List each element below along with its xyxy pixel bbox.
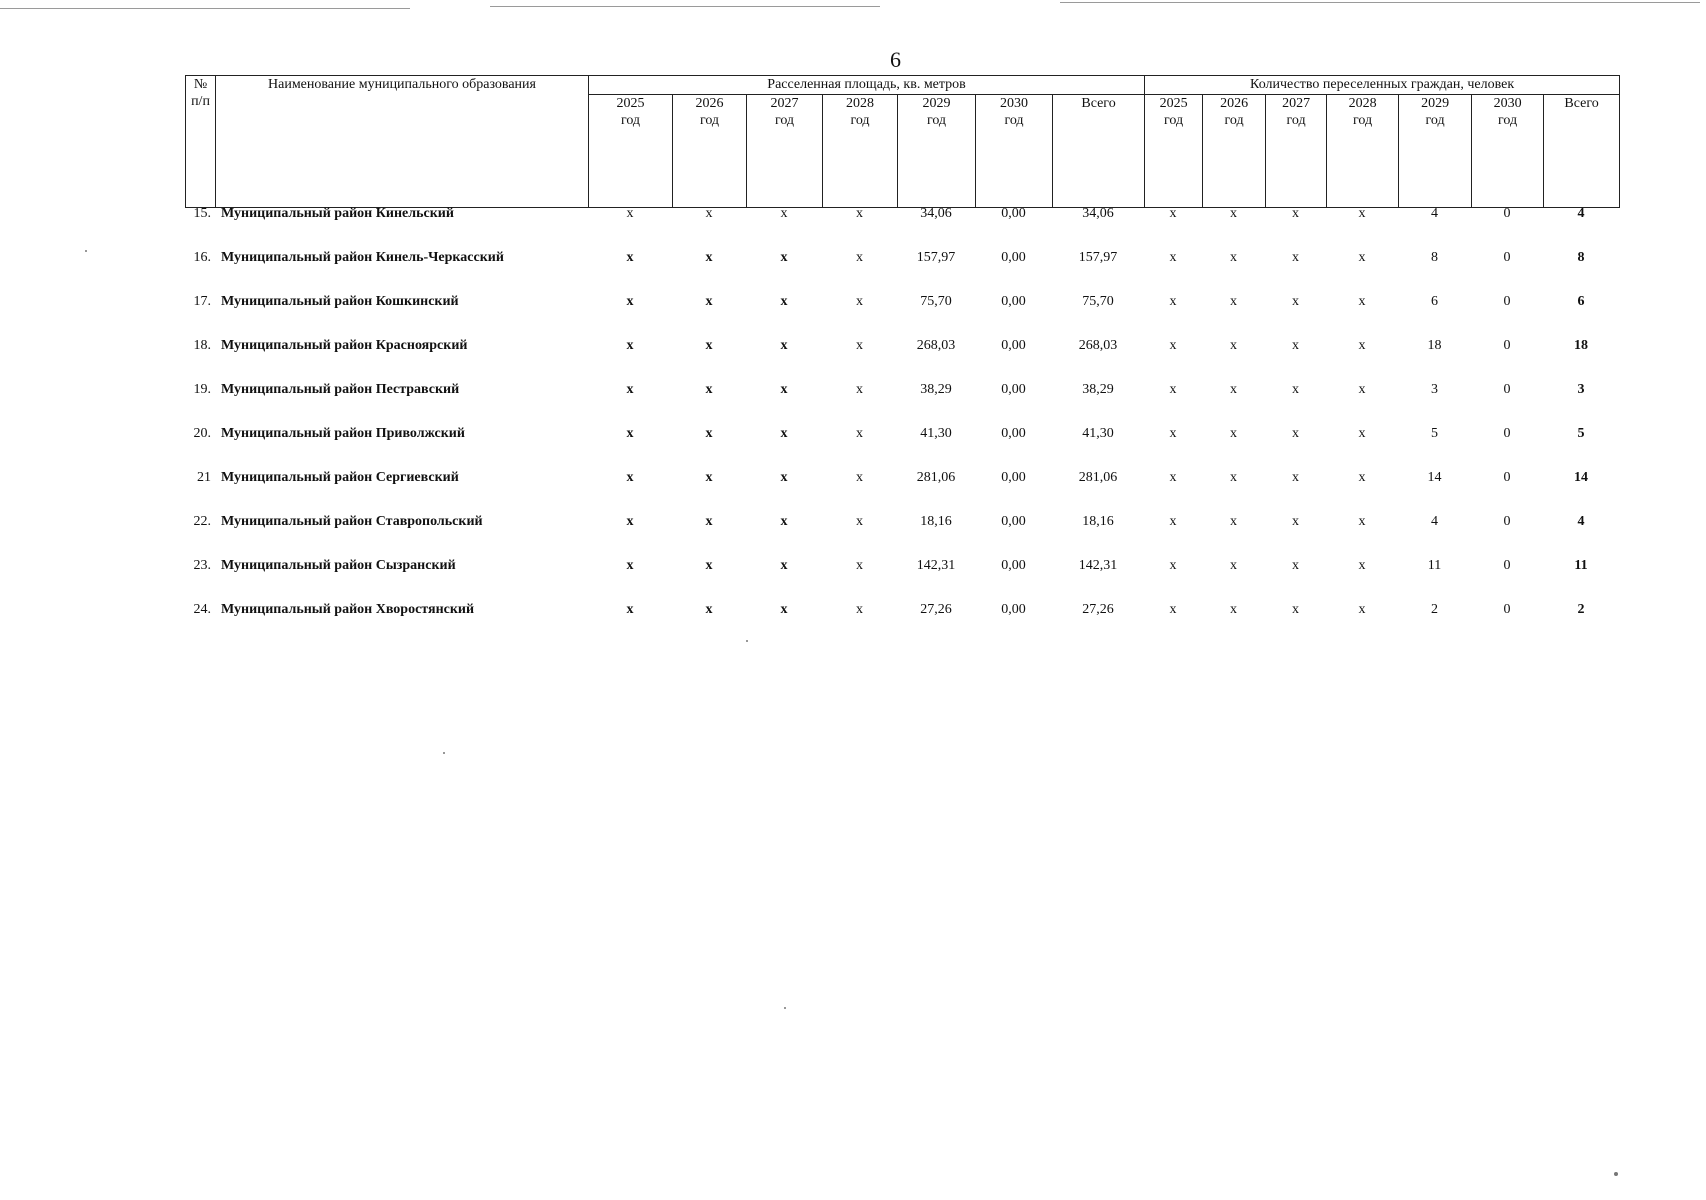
header-people-year: 2030 год: [1472, 95, 1544, 208]
area-cell-empty: x: [856, 250, 863, 265]
people-cell-empty: x: [1169, 602, 1177, 617]
area-cell-value: 268,03: [1078, 338, 1118, 353]
header-people-total: Всего: [1544, 95, 1620, 208]
header-area-total: Всего: [1053, 95, 1145, 208]
people-cell-value: 4: [1431, 514, 1438, 529]
people-cell-empty: x: [1230, 382, 1237, 397]
area-cell-value: 18,16: [920, 514, 952, 529]
people-cell-empty: x: [1230, 338, 1237, 353]
area-cell-value: 281,06: [1078, 470, 1118, 485]
people-cell-value: 6: [1577, 294, 1585, 309]
row-number: 21: [197, 470, 211, 485]
area-cell-value: 268,03: [916, 338, 956, 353]
area-cell-empty: x: [856, 558, 863, 573]
row-number: 16.: [193, 250, 211, 265]
area-cell-empty: x: [705, 426, 713, 441]
header-people-year: 2026 год: [1203, 95, 1266, 208]
area-cell-value: 0,00: [1001, 206, 1026, 221]
table-row: [185, 595, 1619, 639]
row-municipality-name: Муниципальный район Кинель-Черкасский: [221, 250, 504, 265]
area-cell-value: 38,29: [1082, 382, 1114, 397]
area-cell-empty: x: [780, 426, 788, 441]
area-cell-empty: x: [856, 338, 863, 353]
people-cell-empty: x: [1358, 294, 1366, 309]
people-cell-empty: x: [1292, 426, 1299, 441]
area-cell-empty: x: [780, 514, 788, 529]
people-cell-value: 0: [1503, 558, 1511, 573]
people-cell-value: 0: [1503, 602, 1511, 617]
area-cell-value: 0,00: [1001, 558, 1026, 573]
header-people-year: 2025 год: [1145, 95, 1203, 208]
row-municipality-name: Муниципальный район Приволжский: [221, 426, 465, 441]
area-cell-value: 142,31: [1078, 558, 1118, 573]
row-municipality-name: Муниципальный район Кинельский: [221, 206, 454, 221]
people-cell-empty: x: [1358, 558, 1366, 573]
people-cell-empty: x: [1169, 514, 1177, 529]
header-name-label: Наименование муниципального образования: [268, 77, 536, 92]
area-cell-empty: x: [626, 426, 634, 441]
area-cell-empty: x: [626, 250, 634, 265]
people-cell-value: 14: [1427, 470, 1442, 485]
people-cell-empty: x: [1292, 558, 1299, 573]
people-cell-value: 0: [1503, 338, 1511, 353]
table-row: [185, 199, 1619, 243]
people-cell-empty: x: [1358, 602, 1366, 617]
row-number: 20.: [193, 426, 211, 441]
area-cell-empty: x: [856, 426, 863, 441]
people-cell-value: 18: [1574, 338, 1588, 353]
people-cell-empty: x: [1292, 470, 1299, 485]
row-municipality-name: Муниципальный район Хворостянский: [221, 602, 475, 617]
row-municipality-name: Муниципальный район Сызранский: [221, 558, 456, 573]
data-table: [185, 199, 1619, 639]
row-municipality-name: Муниципальный район Ставропольский: [221, 514, 483, 529]
area-cell-empty: x: [626, 206, 634, 221]
people-cell-empty: x: [1230, 602, 1237, 617]
area-cell-value: 75,70: [920, 294, 952, 309]
header-people-year: 2027 год: [1266, 95, 1327, 208]
area-cell-empty: x: [856, 206, 863, 221]
scan-speck: [746, 640, 748, 642]
people-cell-value: 4: [1577, 514, 1585, 529]
page-number: 6: [890, 47, 901, 72]
people-cell-value: 3: [1431, 382, 1438, 397]
area-cell-value: 142,31: [916, 558, 956, 573]
area-cell-value: 157,97: [1078, 250, 1118, 265]
people-cell-value: 0: [1503, 206, 1511, 221]
people-cell-value: 18: [1427, 338, 1442, 353]
people-cell-empty: x: [1230, 426, 1237, 441]
scan-edge-line: [0, 8, 410, 9]
people-cell-empty: x: [1169, 338, 1177, 353]
scan-speck: [85, 250, 87, 252]
header-area-year: 2025 год: [589, 95, 673, 208]
area-cell-empty: x: [626, 470, 634, 485]
people-cell-empty: x: [1169, 250, 1177, 265]
area-cell-empty: x: [705, 206, 713, 221]
scan-speck: [443, 752, 445, 754]
area-cell-empty: x: [626, 558, 634, 573]
area-cell-value: 27,26: [1082, 602, 1114, 617]
header-area-title: Расселенная площадь, кв. метров: [589, 76, 1145, 95]
people-cell-value: 14: [1574, 470, 1588, 485]
people-cell-empty: x: [1169, 294, 1177, 309]
area-cell-empty: x: [780, 338, 788, 353]
people-cell-empty: x: [1358, 206, 1366, 221]
area-cell-value: 75,70: [1082, 294, 1114, 309]
header-name-cell: [216, 76, 589, 208]
people-cell-empty: x: [1230, 206, 1237, 221]
area-cell-empty: x: [856, 294, 863, 309]
area-cell-value: 0,00: [1001, 426, 1026, 441]
people-cell-empty: x: [1230, 250, 1237, 265]
people-cell-empty: x: [1292, 338, 1299, 353]
people-cell-empty: x: [1292, 514, 1299, 529]
area-cell-empty: x: [705, 382, 713, 397]
people-cell-value: 11: [1574, 558, 1588, 573]
area-cell-empty: x: [705, 338, 713, 353]
people-cell-value: 6: [1431, 294, 1438, 309]
area-cell-value: 157,97: [916, 250, 956, 265]
people-cell-empty: x: [1169, 470, 1177, 485]
header-people-year: 2028 год: [1327, 95, 1399, 208]
area-cell-empty: x: [780, 206, 788, 221]
people-cell-empty: x: [1169, 206, 1177, 221]
row-municipality-name: Муниципальный район Красноярский: [221, 338, 468, 353]
area-cell-empty: x: [780, 250, 788, 265]
area-cell-empty: x: [780, 470, 788, 485]
area-cell-value: 281,06: [916, 470, 956, 485]
area-cell-empty: x: [780, 602, 788, 617]
people-cell-empty: x: [1169, 382, 1177, 397]
people-cell-empty: x: [1169, 558, 1177, 573]
table-row: [185, 287, 1619, 331]
header-area-year: 2026 год: [673, 95, 747, 208]
people-cell-empty: x: [1230, 558, 1237, 573]
people-cell-empty: x: [1169, 426, 1177, 441]
area-cell-empty: x: [856, 602, 863, 617]
people-cell-value: 4: [1431, 206, 1438, 221]
people-cell-value: 0: [1503, 294, 1511, 309]
area-cell-value: 0,00: [1001, 470, 1026, 485]
table-header: [185, 75, 1620, 208]
header-people-title: Количество переселенных граждан, человек: [1145, 76, 1620, 95]
area-cell-value: 41,30: [920, 426, 952, 441]
area-cell-value: 27,26: [920, 602, 952, 617]
table-row: [185, 375, 1619, 419]
row-municipality-name: Муниципальный район Сергиевский: [221, 470, 459, 485]
people-cell-empty: x: [1358, 426, 1366, 441]
area-cell-value: 0,00: [1001, 250, 1026, 265]
area-cell-value: 0,00: [1001, 382, 1026, 397]
area-cell-empty: x: [705, 602, 713, 617]
row-number: 17.: [193, 294, 211, 309]
table-row: [185, 331, 1619, 375]
area-cell-empty: x: [705, 514, 713, 529]
people-cell-value: 0: [1503, 382, 1511, 397]
people-cell-empty: x: [1292, 602, 1299, 617]
people-cell-value: 3: [1577, 382, 1585, 397]
header-people-year: 2029 год: [1399, 95, 1472, 208]
row-number: 23.: [193, 558, 211, 573]
scan-edge-line: [490, 6, 880, 7]
header-area-year: 2027 год: [747, 95, 823, 208]
people-cell-value: 8: [1431, 250, 1438, 265]
area-cell-value: 0,00: [1001, 294, 1026, 309]
header-number-label: №: [193, 77, 208, 92]
area-cell-empty: x: [626, 338, 634, 353]
area-cell-empty: x: [780, 294, 788, 309]
people-cell-value: 8: [1577, 250, 1585, 265]
table-body: [185, 199, 1619, 639]
row-municipality-name: Муниципальный район Пестравский: [221, 382, 460, 397]
header-number-cell: [186, 76, 216, 208]
area-cell-empty: x: [705, 470, 713, 485]
area-cell-value: 34,06: [920, 206, 952, 221]
scan-edge-line: [1060, 2, 1700, 3]
people-cell-value: 0: [1503, 470, 1511, 485]
people-cell-empty: x: [1358, 250, 1366, 265]
people-cell-value: 5: [1431, 426, 1438, 441]
people-cell-empty: x: [1230, 470, 1237, 485]
people-cell-value: 5: [1577, 426, 1585, 441]
row-number: 22.: [193, 514, 211, 529]
area-cell-empty: x: [780, 558, 788, 573]
people-cell-empty: x: [1292, 206, 1299, 221]
people-cell-value: 2: [1431, 602, 1438, 617]
area-cell-value: 0,00: [1001, 514, 1026, 529]
row-number: 18.: [193, 338, 211, 353]
area-cell-empty: x: [626, 602, 634, 617]
area-cell-value: 0,00: [1001, 602, 1026, 617]
area-cell-empty: x: [705, 558, 713, 573]
people-cell-value: 0: [1503, 426, 1511, 441]
area-cell-empty: x: [780, 382, 788, 397]
people-cell-empty: x: [1358, 338, 1366, 353]
area-cell-empty: x: [705, 250, 713, 265]
header-area-year: 2030 год: [976, 95, 1053, 208]
people-cell-value: 11: [1427, 558, 1442, 573]
area-cell-empty: x: [856, 382, 863, 397]
scan-speck: [784, 1007, 786, 1009]
people-cell-empty: x: [1292, 250, 1299, 265]
people-cell-value: 0: [1503, 514, 1511, 529]
people-cell-empty: x: [1230, 514, 1237, 529]
people-cell-empty: x: [1358, 470, 1366, 485]
table-row: [185, 419, 1619, 463]
area-cell-empty: x: [626, 294, 634, 309]
area-cell-value: 18,16: [1082, 514, 1114, 529]
table-row: [185, 551, 1619, 595]
row-number: 15.: [193, 206, 211, 221]
people-cell-value: 2: [1577, 602, 1585, 617]
row-municipality-name: Муниципальный район Кошкинский: [221, 294, 459, 309]
header-area-year: 2029 год: [898, 95, 976, 208]
table-row: [185, 243, 1619, 287]
people-cell-empty: x: [1292, 382, 1299, 397]
header-area-year: 2028 год: [823, 95, 898, 208]
people-cell-empty: x: [1292, 294, 1299, 309]
header-number-sub: п/п: [191, 94, 210, 109]
area-cell-empty: x: [856, 514, 863, 529]
people-cell-value: 4: [1577, 206, 1585, 221]
people-cell-empty: x: [1230, 294, 1237, 309]
area-cell-value: 38,29: [920, 382, 952, 397]
area-cell-value: 0,00: [1001, 338, 1026, 353]
row-number: 19.: [193, 382, 211, 397]
table-row: [185, 507, 1619, 551]
table-row: [185, 463, 1619, 507]
area-cell-value: 34,06: [1082, 206, 1114, 221]
area-cell-empty: x: [856, 470, 863, 485]
area-cell-empty: x: [626, 382, 634, 397]
area-cell-empty: x: [705, 294, 713, 309]
people-cell-empty: x: [1358, 514, 1366, 529]
people-cell-value: 0: [1503, 250, 1511, 265]
area-cell-value: 41,30: [1082, 426, 1114, 441]
row-number: 24.: [193, 602, 211, 617]
people-cell-empty: x: [1358, 382, 1366, 397]
scan-speck: [1614, 1172, 1618, 1176]
area-cell-empty: x: [626, 514, 634, 529]
